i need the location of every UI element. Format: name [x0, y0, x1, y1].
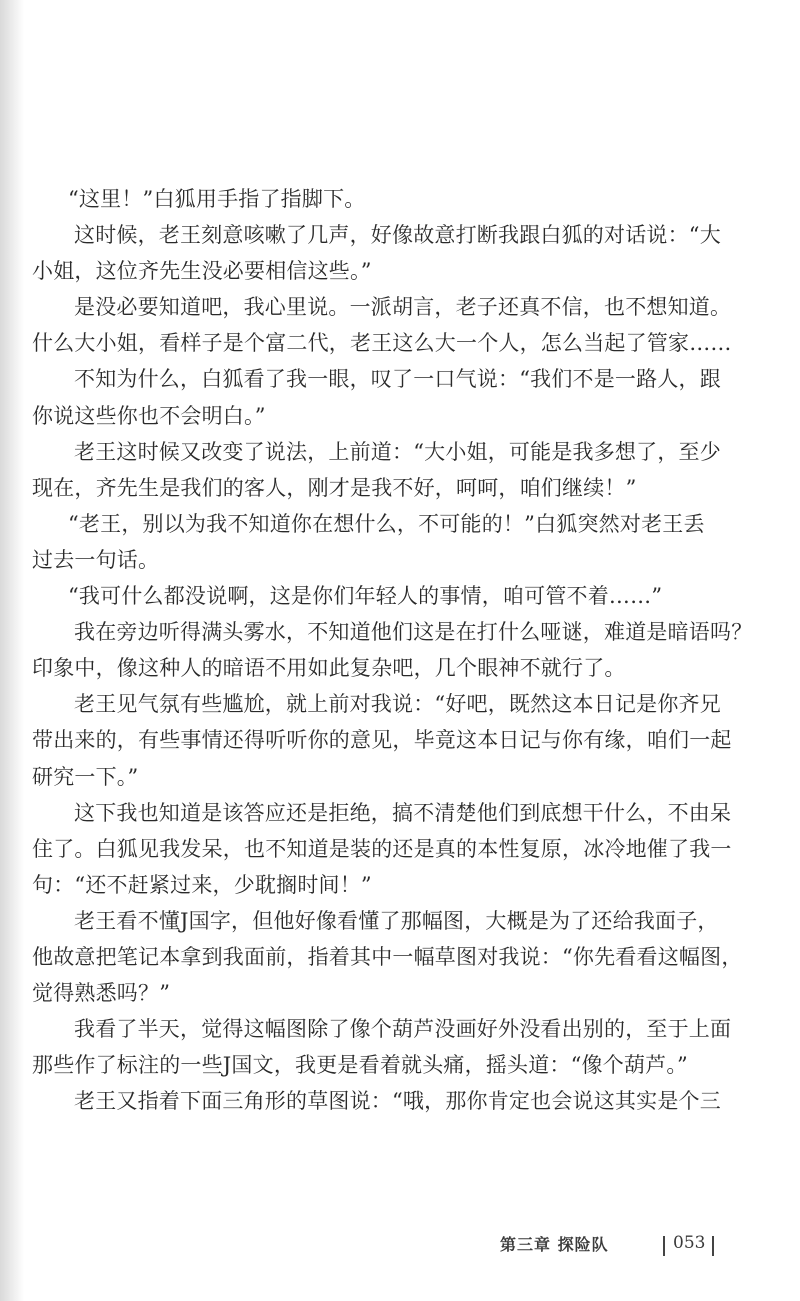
page-footer — [0, 1232, 800, 1262]
text-line: 带出来的，有些事情还得听听你的意见，毕竟这本日记与你有缘，咱们一起 — [32, 728, 732, 753]
text-line: 这下我也知道是该答应还是拒绝，搞不清楚他们到底想干什么，不由呆 — [74, 800, 732, 825]
text-line: 句：“还不赶紧过来，少耽搁时间！” — [32, 872, 372, 897]
text-line: 是没必要知道吧，我心里说。一派胡言，老子还真不信，也不想知道。 — [74, 295, 732, 320]
text-line: 什么大小姐，看样子是个富二代，老王这么大一个人，怎么当起了管家…… — [32, 331, 732, 356]
text-line: 那些作了标注的一些J国文，我更是看着就头痛，摇头道：“像个葫芦。” — [32, 1053, 688, 1078]
text-line: 你说这些你也不会明白。” — [32, 403, 266, 428]
text-line: “这里！”白狐用手指了指脚下。 — [68, 187, 366, 211]
text-line: “老王，别以为我不知道你在想什么，不可能的！”白狐突然对老王丢 — [68, 511, 705, 536]
chapter-title: 第三章 探险队 — [500, 1235, 609, 1254]
text-line: 住了。白狐见我发呆，也不知道是装的还是真的本性复原，冰冷地催了我一 — [32, 836, 732, 861]
text-line: 小姐，这位齐先生没必要相信这些。” — [32, 259, 372, 284]
text-line: 老王又指着下面三角形的草图说：“哦，那你肯定也会说这其实是个三 — [74, 1089, 721, 1114]
text-line: 不知为什么，白狐看了我一眼，叹了一口气说：“我们不是一路人，跟 — [74, 367, 721, 392]
text-line: 印象中，像这种人的暗语不用如此复杂吧，几个眼神不就行了。 — [32, 656, 626, 681]
text-line: 这时候，老王刻意咳嗽了几声，好像故意打断我跟白狐的对话说：“大 — [74, 223, 721, 248]
text-line: 老王看不懂J国字，但他好像看懂了那幅图，大概是为了还给我面子， — [74, 908, 719, 933]
text-line: 他故意把笔记本拿到我面前，指着其中一幅草图对我说：“你先看看这幅图， — [32, 944, 743, 969]
text-line: 我在旁边听得满头雾水，不知道他们这是在打什么哑谜，难道是暗语吗？ — [74, 620, 753, 645]
text-line: 现在，齐先生是我们的客人，刚才是我不好，呵呵，咱们继续！” — [32, 475, 637, 500]
text-line: 过去一句话。 — [32, 547, 160, 572]
text-line: 老王见气氛有些尴尬，就上前对我说：“好吧，既然这本日记是你齐兄 — [74, 692, 721, 717]
page-number: 053 — [673, 1233, 706, 1253]
text-line: “我可什么都没说啊，这是你们年轻人的事情，咱可管不着……” — [68, 584, 663, 609]
page-binding-shadow — [0, 0, 24, 1301]
footer-divider-right — [712, 1236, 714, 1256]
text-line: 研究一下。” — [32, 764, 139, 789]
text-line: 我看了半天，觉得这幅图除了像个葫芦没画好外没看出别的，至于上面 — [74, 1017, 732, 1042]
footer-divider-left — [663, 1236, 665, 1256]
text-line: 老王这时候又改变了说法，上前道：“大小姐，可能是我多想了，至少 — [74, 439, 721, 464]
text-line: 觉得熟悉吗？” — [32, 981, 171, 1006]
page-body-text — [32, 181, 753, 1119]
